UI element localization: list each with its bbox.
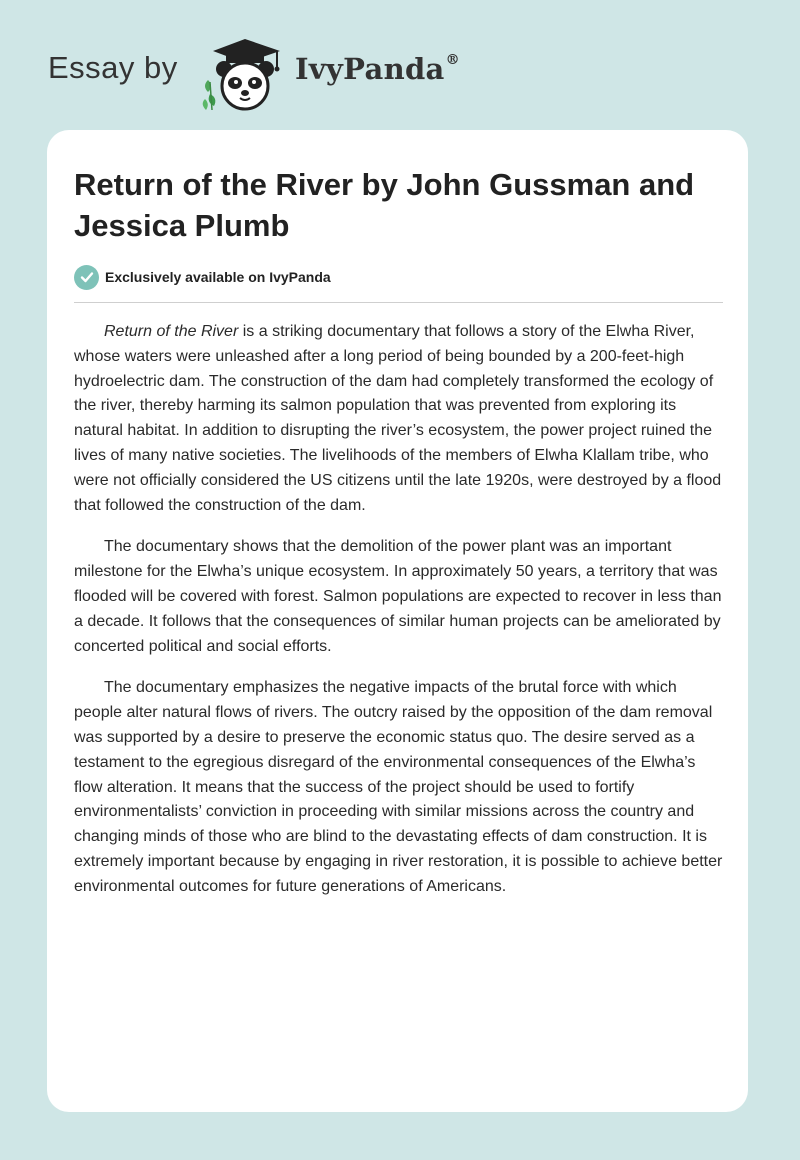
site-header bbox=[48, 36, 748, 116]
ivypanda-logo-icon[interactable] bbox=[200, 36, 286, 112]
essay-title: Return of the River by John Gussman and Jessica Plumb bbox=[74, 167, 695, 243]
essay-by-label: Essay by bbox=[48, 50, 178, 85]
divider bbox=[74, 302, 723, 303]
paragraph: Return of the River is a striking documentary that follows a story of the Elwha River, whose waters were unleashed after a long period of being bounded by a 200-feet-high hydroelectric dam. The construction of the dam had completely transformed the ecology of the river, thereby harming its salmon population that was prevented from exploring its natural habitat. In addition to disrupting the river’s ecosystem, the power project ruined the lives of many native societies. The livelihoods of the members of Elwha Klallam tribe, who were not officially considered the US citizens until the late 1920s, were destroyed by a flood that followed the construction of the dam. bbox=[74, 323, 722, 514]
paragraph: The documentary shows that the demolition of the power plant was an important milestone for the Elwha’s unique ecosystem. In approximately 50 years, a territory that was flooded will be covered with forest. Salmon populations are expected to recover in less than a decade. It follows that the consequences of similar human projects can be ameliorated by concerted political and social efforts. bbox=[74, 538, 722, 655]
registered-mark: ® bbox=[445, 52, 460, 69]
exclusive-badge bbox=[74, 263, 331, 291]
essay-card bbox=[47, 130, 748, 1112]
check-circle-icon bbox=[74, 265, 99, 290]
film-title-italic: Return of the River bbox=[104, 323, 239, 340]
paragraph: The documentary emphasizes the negative impacts of the brutal force with which people alter natural flows of rivers. The outcry raised by the opposition of the dam removal was supported by a desire to preserve the economic status quo. The desire served as a testament to the egregious disregard of the environmental consequences of the Elwha’s flow alteration. It means that the success of the project should be used to fortify environmentalists’ conviction in proceeding with similar missions across the country and changing minds of those who are blind to the devastating effects of dam construction. It is extremely important because by engaging in river restoration, it is possible to achieve better environmental outcomes for future generations of Americans. bbox=[74, 679, 723, 895]
brand-name[interactable]: IvyPanda® bbox=[295, 52, 460, 86]
badge-label: Exclusively available on IvyPanda bbox=[105, 269, 331, 285]
essay-body bbox=[74, 320, 724, 917]
